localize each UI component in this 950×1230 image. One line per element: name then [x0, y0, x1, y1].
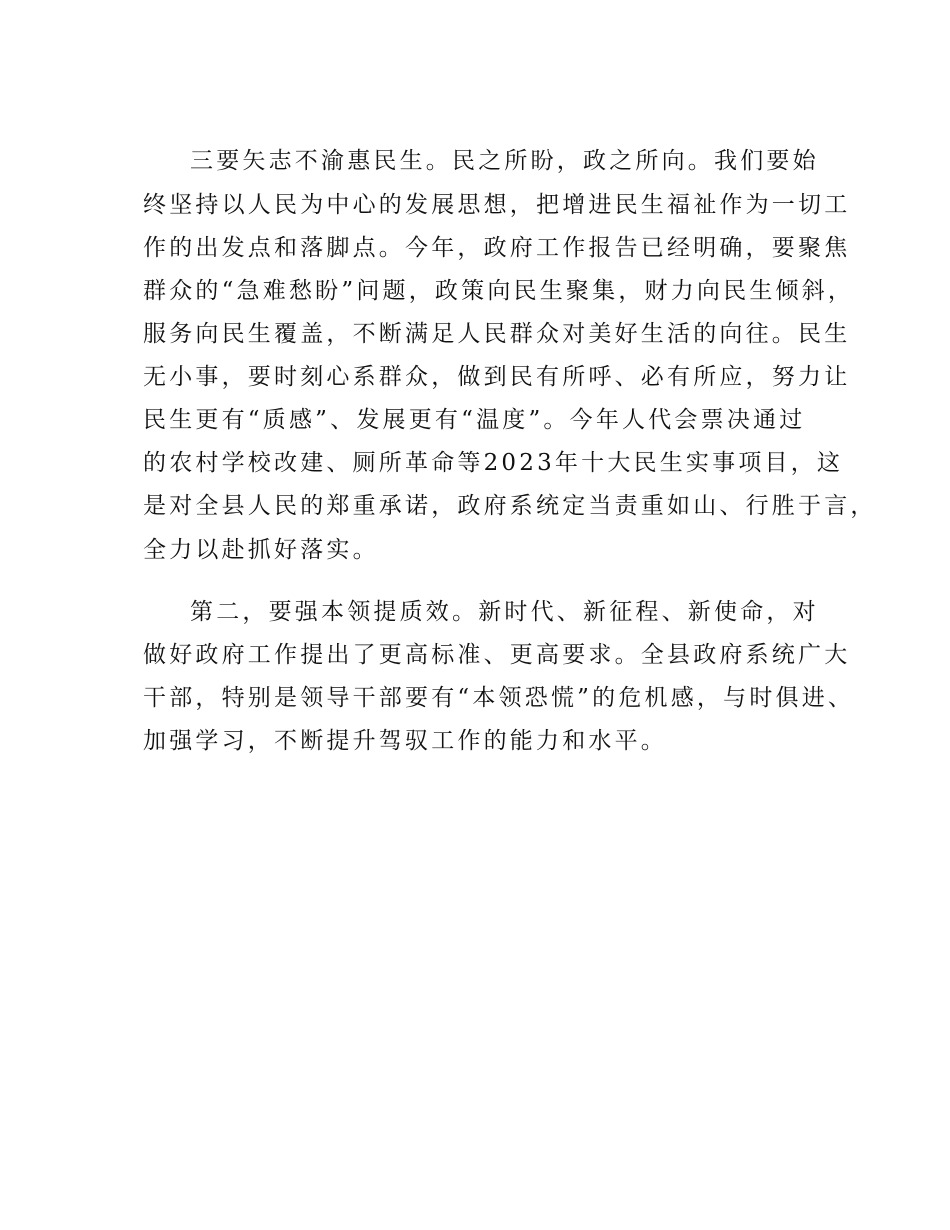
- text-line: 的农村学校改建、厕所革命等2023年十大民生实事项目，这: [143, 450, 844, 476]
- text-line: 全力以赴抓好落实。: [143, 537, 379, 563]
- text-line: 无小事，要时刻心系群众，做到民有所呼、必有所应，努力让: [143, 364, 851, 390]
- text-line: 第二，要强本领提质效。新时代、新征程、新使命，对: [190, 599, 819, 625]
- text-line: 群众的“急难愁盼”问题，政策向民生聚集，财力向民生倾斜，: [143, 278, 855, 304]
- text-line: 三要矢志不渝惠民生。民之所盼，政之所向。我们要始: [190, 148, 819, 174]
- text-line: 民生更有“质感”、发展更有“温度”。今年人代会票决通过: [143, 407, 806, 433]
- text-line: 终坚持以人民为中心的发展思想，把增进民生福祉作为一切工: [143, 192, 851, 218]
- text-line: 是对全县人民的郑重承诺，政府系统定当责重如山、行胜于言，: [143, 493, 877, 519]
- text-line: 服务向民生覆盖，不断满足人民群众对美好生活的向往。民生: [143, 321, 851, 347]
- text-line: 作的出发点和落脚点。今年，政府工作报告已经明确，要聚焦: [143, 235, 851, 261]
- text-line: 干部，特别是领导干部要有“本领恐慌”的危机感，与时俱进、: [143, 685, 855, 711]
- text-line: 加强学习，不断提升驾驭工作的能力和水平。: [143, 728, 667, 754]
- text-line: 做好政府工作提出了更高标准、更高要求。全县政府系统广大: [143, 642, 851, 668]
